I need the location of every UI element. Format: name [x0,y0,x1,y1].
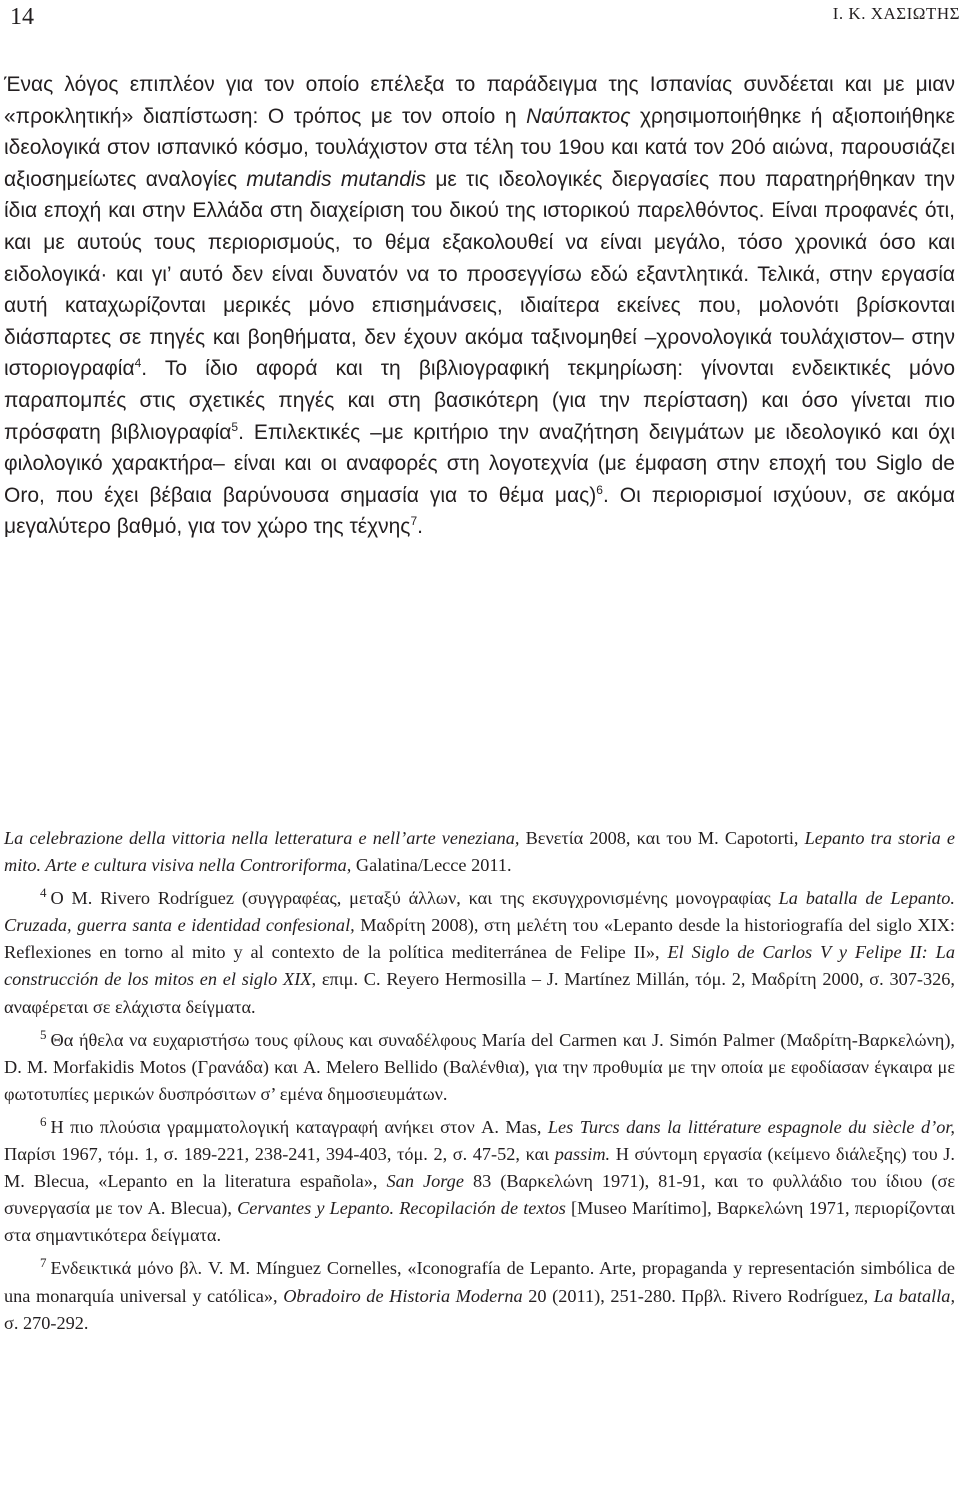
footnote-ref-6[interactable]: 6 [596,482,603,497]
footnote-text-run: Ενδεικτικά μόνο βλ. V. M. Mínguez Cornelles, «Iconografía de Lepanto. Arte, propaganda y representación simbólica de una monarquía universal y católica», [4,1258,955,1306]
body-italic-run: mutandis mutandis [246,167,427,191]
footnote-text-run: Θα ήθελα να ευχαριστήσω τους φίλους και συναδέλφους María del Carmen και J. Simón Palmer (Μαδρίτη-Βαρκελώνη), D. M. Morfakidis Motos (Γρανάδα) και A. Melero Bellido (Βαλένθια), για την προθυμία με την οποία με εφοδίασαν έγκαιρα με φωτοτυπίες μερικών δυσπρόσιτων σ’ εμένα δημοσιευμάτων. [4,1029,955,1104]
footnote-italic-run: Cervantes y Lepanto. Recopilación de textos [237,1198,566,1219]
footnote-text-run: 20 (2011), 251-280. Πρβλ. Rivero Rodríguez, [522,1285,874,1306]
footnote-italic-run: Lepanto tra storia e mito. Arte e cultura visiva nella Controriforma, [4,828,955,876]
main-text [4,69,955,543]
footnote-italic-run: Obradoiro de Historia Moderna [283,1285,523,1306]
body-text-run: . Επιλεκτικές –με κριτήριο την αναζήτηση δειγμάτων με ιδεολογικό και όχι φιλολογικό χαρακτήρα– είναι και οι αναφορές στη λογοτεχνία (με έμφαση στην εποχή του Siglo de Oro, που έχει βέβαια βαρύνουσα σημασία για το θέμα μας) [4,420,955,507]
footnote-text-run: σ. 270-292. [4,1312,89,1333]
footnote-italic-run: La celebrazione della vittoria nella letteratura e nell’arte veneziana, [4,828,520,848]
footnote-5 [4,1027,955,1108]
body-text-run: χρησιμοποιήθηκε ή αξιοποιήθηκε ιδεολογικά στον ισπανικό κόσμο, τουλάχιστον στα τέλη του 19ου και κατά τον 20ό αιώνα, παρουσιάζει αξιοσημείωτες αναλογίες [4,104,956,191]
body-text-run: . [417,515,423,539]
footnote-text-run: Η πιο πλούσια γραμματολογική καταγραφή ανήκει στον A. Mas, [50,1116,548,1137]
footnote-text-run: Galatina/Lecce 2011. [351,855,512,876]
body-text-run: με τις ιδεολογικές διεργασίες που παρατηρήθηκαν την ίδια εποχή και στην Ελλάδα στη διαχείριση του δικού της ιστορικού παρελθόντος. Είναι προφανές ότι, και με αυτούς τους περιορισμούς, το θέμα εξακολουθεί να είναι μεγάλο, τόσο χρονικά όσο και ειδολογικά· και γι’ αυτό δεν είναι δυνατόν να το προσεγγίσω εδώ εξαντλητικά. Τελικά, στην εργασία αυτή καταχωρίζονται μερικές μόνο επισημάνσεις, ιδιαίτερα εκείνες που, μολονότι βρίσκονται διάσπαρτες σε πηγές και βοηθήματα, δεν έχουν ακόμα ταξινομηθεί –χρονολογικά τουλάχιστον– στην ιστοριογραφία [4,167,955,381]
footnote-text-run: Η σύντομη εργασία (κείμενο διάλεξης) του J. M. Blecua, «Lepanto en la literatura española», [4,1144,955,1192]
footnote-text-run: Βενετία 2008, και του M. Capotorti, [519,828,805,848]
footnote-italic-run: La batalla de Lepanto. Cruzada, guerra santa e identidad confesional, [4,888,955,936]
body-text-run: Ένας λόγος επιπλέον για τον οποίο επέλεξα το παράδειγμα της Ισπανίας συνδέεται και με μιαν «προκλητική» διαπίστωση: Ο τρόπος με τον οποίο η [4,73,955,128]
footnote-6 [4,1114,955,1249]
footnote-ref-5[interactable]: 5 [231,419,239,434]
footnote-italic-run: passim. [554,1144,611,1165]
page-number: 14 [10,4,34,30]
footnote-text-run: Ο M. Rivero Rodríguez (συγγραφέας, μεταξύ άλλων, και της εκσυγχρονισμένης μονογραφίας [50,888,779,909]
footnote-italic-run: La batalla, [873,1285,956,1306]
footnote-4 [4,885,955,1020]
footnote-number: 5 [40,1026,47,1042]
footnote-text-run: επιμ. C. Reyero Hermosilla – J. Martínez Millán, τόμ. 2, Μαδρίτη 2000, σ. 307-326, αναφέρεται σε ελάχιστα δείγματα. [4,969,955,1017]
footnote-italic-run: San Jorge [386,1171,464,1192]
footnote-number: 6 [40,1113,47,1129]
footnote-italic-run: Les Turcs dans la littérature espagnole du siècle d’or, [547,1116,955,1137]
footnote-text-run: Μαδρίτη 2008), στη μελέτη του «Lepanto desde la historiografía del siglo XIX: Reflexiones en torno al mito y al contexto de la política mediterránea de Felipe II», [4,915,956,963]
footnote-number: 4 [40,885,47,901]
footnote-7 [4,1255,955,1336]
footnote-ref-4[interactable]: 4 [134,356,142,371]
footnote-text-run: Παρίσι 1967, τόμ. 1, σ. 189-221, 238-241, 394-403, τόμ. 2, σ. 47-52, και [4,1144,555,1165]
footnote-text-run: 83 (Βαρκελώνη 1971), 81-91, και το φυλλάδιο του ίδιου (σε συνεργασία με τον A. Blecua), [4,1171,956,1219]
footnote-ref-7[interactable]: 7 [410,514,418,529]
body-paragraph [4,69,955,543]
body-text-run: . Το ίδιο αφορά και τη βιβλιογραφική τεκμηρίωση: γίνονται ενδεικτικές μόνο παραπομπές στις σχετικές πηγές και στη βασικότερη (για την περίσταση) και όσο γίνεται πιο πρόσφατη βιβλιογραφία [4,357,955,444]
footnote-continued [4,825,955,879]
page-header [0,0,960,40]
footnotes [4,825,955,1337]
running-head: Ι. Κ. ΧΑΣΙΩΤΗΣ [832,4,960,23]
footnote-text-run: [Museo Marítimo], Βαρκελώνη 1971, περιορίζονται στα σημαντικότερα δείγματα. [4,1198,955,1246]
footnote-number: 7 [40,1255,47,1271]
body-text-run: . Οι περιορισμοί ισχύουν, σε ακόμα μεγαλύτερο βαθμό, για τον χώρο της τέχνης [4,483,955,539]
footnote-italic-run: El Siglo de Carlos V y Felipe II: La construcción de los mitos en el siglo XIX, [4,942,955,990]
body-italic-run: Ναύπακτος [526,104,631,128]
